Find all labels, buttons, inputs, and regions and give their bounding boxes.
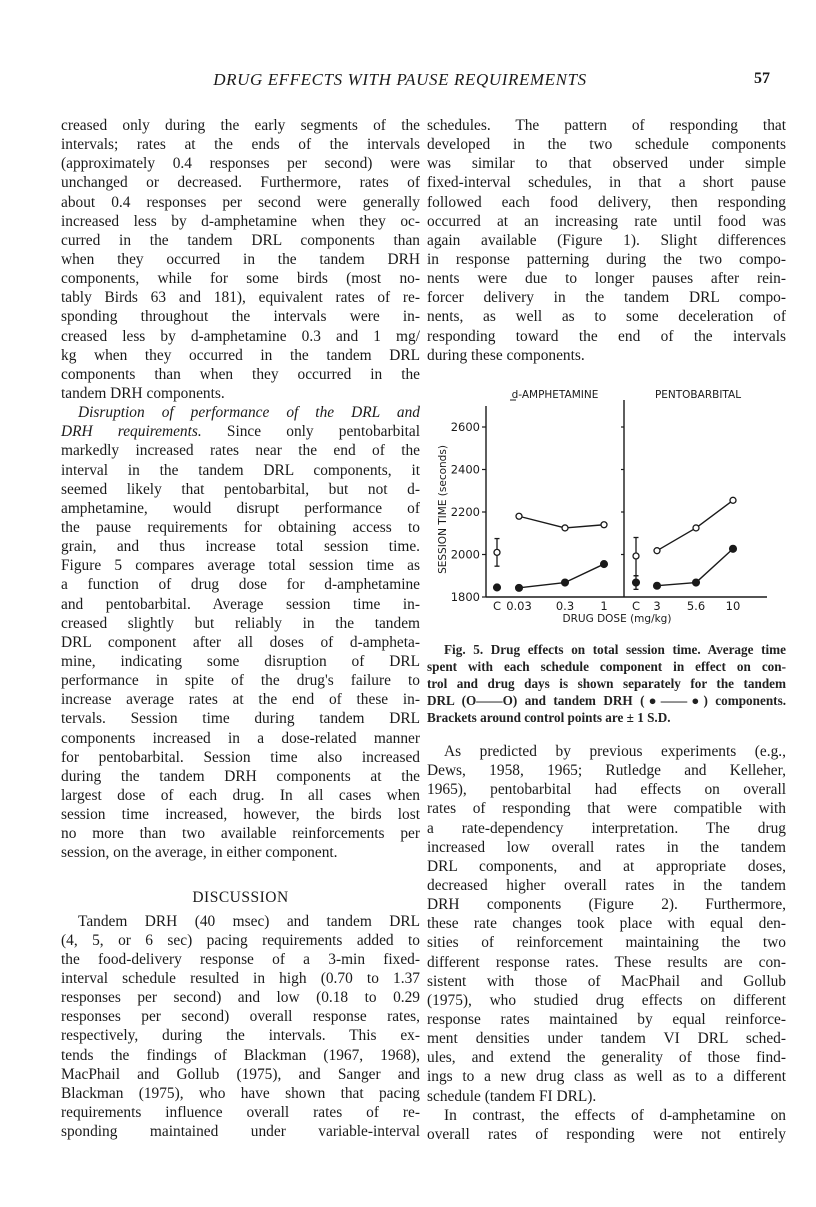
text-line: DRH components (Figure 2). Furthermore, xyxy=(427,896,786,914)
text-line: DRL components, and at appropriate doses, xyxy=(427,857,786,875)
text-line: followed each food delivery, then responding xyxy=(427,193,786,211)
text-line: Dews, 1958, 1965; Rutledge and Kelleher, xyxy=(427,762,786,780)
text-line: during these components. xyxy=(427,346,585,364)
series-segment xyxy=(657,583,696,586)
panel-title: d-AMPHETAMINE xyxy=(511,389,599,401)
paragraph-disruption xyxy=(61,403,420,862)
drl-point xyxy=(494,549,500,555)
text-line: these rate changes took place with equal den- xyxy=(427,915,786,933)
text-line: the food-delivery response of a 3-min fixed- xyxy=(61,950,420,968)
text-line: trol and drug days is shown separately for the tandem xyxy=(427,675,786,691)
text-line: mine, indicating some disruption of DRL xyxy=(61,652,420,670)
text-line: tervals. Session time during tandem DRL xyxy=(61,710,420,728)
text-line: grain, and thus increase total session time. xyxy=(61,538,420,556)
series-segment xyxy=(519,583,565,588)
text-line: (1975), who studied drug effects on different xyxy=(427,991,786,1009)
text-line: creased slightly but reliably in the tandem xyxy=(61,614,420,632)
text-line: largest dose of each drug. In all cases when xyxy=(61,786,420,804)
paragraph-rate-effects xyxy=(61,116,420,403)
text-line: unchanged or decreased. Furthermore, rates of xyxy=(61,174,420,192)
italic-subheading: Disruption of performance of the DRL and xyxy=(78,404,420,422)
text-line: was similar to that observed under simple xyxy=(427,155,786,173)
drh-point xyxy=(654,582,661,589)
x-tick-label: C xyxy=(631,599,641,613)
text-line: for pentobarbital. Session time also increased xyxy=(61,748,420,766)
paragraph-amphetamine xyxy=(427,1106,786,1144)
drl-point xyxy=(633,553,639,559)
drh-point xyxy=(601,561,608,568)
text-line: session, on the average, in either component. xyxy=(61,844,338,862)
text-line: spent with each schedule component in effect on con- xyxy=(427,658,786,674)
text-line: session time increased, however, the birds lost xyxy=(61,806,420,824)
drl-point xyxy=(601,522,607,528)
paragraph-discussion xyxy=(61,912,420,1142)
text-line: forcer delivery in the tandem DRL compo- xyxy=(427,289,786,307)
y-tick-label: 2200 xyxy=(450,505,480,519)
text-line: creased only during the early segments of the xyxy=(61,117,420,134)
left-column xyxy=(61,116,420,1141)
paragraph-disruption-body xyxy=(61,441,420,862)
x-tick-label: 10 xyxy=(725,599,741,613)
text-line: amphetamine, would disrupt performance of xyxy=(61,499,420,517)
text-line: As predicted by previous experiments (e.g., xyxy=(444,743,786,760)
page-number: 57 xyxy=(754,70,770,87)
text-line: and pentobarbital. Average session time in- xyxy=(61,595,420,613)
text-line: different response rates. These results are con- xyxy=(427,953,786,971)
x-tick-label: 5.6 xyxy=(686,599,706,613)
series-segment xyxy=(519,516,565,528)
x-tick-label: 0.03 xyxy=(506,599,532,613)
text-line: interval in the tandem DRL components, it xyxy=(61,461,420,479)
text-line: sities of reinforcement maintaining the two xyxy=(427,934,786,952)
right-column-continued xyxy=(427,742,786,1144)
y-tick-label: 2000 xyxy=(450,547,480,562)
running-title: DRUG EFFECTS WITH PAUSE REQUIREMENTS xyxy=(213,70,587,89)
text-line: components than when they occurred in the xyxy=(61,365,420,383)
text-line: (approximately 0.4 responses per second) were xyxy=(61,155,420,173)
text-line: in response patterning during the two compo- xyxy=(427,250,786,268)
drh-point xyxy=(693,579,700,586)
text-line: markedly increased rates near the end of the xyxy=(61,442,420,460)
text-line: ings to a new drug class as well as to a different xyxy=(427,1068,786,1086)
text-line: Fig. 5. Drug effects on total session time. Average time xyxy=(444,642,786,657)
text-fragment: Since only pentobarbital xyxy=(201,423,420,441)
text-line: creased less by d-amphetamine 0.3 and 1 mg/ xyxy=(61,327,420,345)
series-segment xyxy=(696,500,733,528)
drh-point xyxy=(633,579,640,586)
text-line xyxy=(61,403,420,422)
text-line: ules, and extend the generality of those find- xyxy=(427,1049,786,1067)
session-time-chart xyxy=(427,370,786,640)
text-line: response rates maintained by equal reinforce- xyxy=(427,1010,786,1028)
text-line: responding toward the end of the intervals xyxy=(427,327,786,345)
text-line: seemed likely that pentobarbital, but not d- xyxy=(61,480,420,498)
drh-point xyxy=(494,584,501,591)
text-line: performance in spite of the drug's failure to xyxy=(61,672,420,690)
text-line: sistent with those of MacPhail and Gollub xyxy=(427,972,786,990)
drl-point xyxy=(693,525,699,531)
text-line: nents were due to longer pauses after rein- xyxy=(427,270,786,288)
paragraph-patterning xyxy=(427,116,786,365)
text-line: when they occurred in the tandem DRH xyxy=(61,250,420,268)
text-line: increased low overall rates in the tandem xyxy=(427,838,786,856)
text-line: a rate-dependency interpretation. The drug xyxy=(427,819,786,837)
text-line: tably Birds 63 and 181), equivalent rates of re- xyxy=(61,289,420,307)
drh-point xyxy=(562,579,569,586)
text-line: Brackets around control points are ± 1 S.D. xyxy=(427,709,671,725)
text-line: increased less by d-amphetamine when they oc- xyxy=(61,212,420,230)
figure-caption xyxy=(427,642,786,727)
drl-point xyxy=(562,525,568,531)
text-line: responses per second) overall response rates, xyxy=(61,1008,420,1026)
text-line: respectively, during the intervals. This ex- xyxy=(61,1027,420,1045)
text-line: sponding maintained under variable-interval xyxy=(61,1123,420,1141)
right-column xyxy=(427,116,786,365)
series-segment xyxy=(657,528,696,551)
y-tick-label: 2400 xyxy=(450,462,480,477)
text-line: sponding throughout the intervals were in- xyxy=(61,308,420,326)
text-line: no more than two available reinforcements per xyxy=(61,825,420,843)
x-tick-label: 1 xyxy=(600,599,608,613)
text-line: Tandem DRH (40 msec) and tandem DRL xyxy=(78,912,420,930)
text-line: responses per second) and low (0.18 to 0.29 xyxy=(61,989,420,1007)
text-line: increase average rates at the end of these in- xyxy=(61,691,420,709)
text-line: Figure 5 compares average total session time as xyxy=(61,557,420,575)
text-line: (4, 5, or 6 sec) pacing requirements added to xyxy=(61,931,420,949)
text-line: fixed-interval schedules, in that a short pause xyxy=(427,174,786,192)
text-line: tends the findings of Blackman (1967, 1968), xyxy=(61,1046,420,1064)
text-line: requirements influence overall rates of re- xyxy=(61,1104,420,1122)
text-line: the pause requirements for obtaining access to xyxy=(61,518,420,536)
text-line: ment densities under tandem VI DRL sched- xyxy=(427,1030,786,1048)
text-line: during the tandem DRH components at the xyxy=(61,767,420,785)
drl-point xyxy=(516,513,522,519)
x-tick-label: 3 xyxy=(653,599,661,613)
text-line: curred in the tandem DRL components than xyxy=(61,231,420,249)
drl-point xyxy=(654,548,660,554)
text-line: 1965), pentobarbital had effects on overall xyxy=(427,781,786,799)
text-line: occurred at an increasing rate until food was xyxy=(427,212,786,230)
x-axis-label: DRUG DOSE (mg/kg) xyxy=(562,613,672,625)
page-header xyxy=(0,70,816,94)
y-tick-label: 2600 xyxy=(450,420,480,434)
series-segment xyxy=(696,549,733,583)
text-line: components, while for some birds (most no- xyxy=(61,270,420,288)
x-tick-label: 0.3 xyxy=(555,599,575,613)
drh-point xyxy=(730,545,737,552)
text-line: components increased in a dose-related manner xyxy=(61,729,420,747)
text-line: kg when they occurred in the tandem DRL xyxy=(61,346,420,364)
y-axis-label: SESSION TIME (seconds) xyxy=(437,445,449,574)
text-line: tandem DRH components. xyxy=(61,384,225,402)
text-line: MacPhail and Gollub (1975), and Sanger and xyxy=(61,1065,420,1083)
text-line: a function of drug dose for d-amphetamine xyxy=(61,576,420,594)
italic-subheading-cont: DRH requirements. xyxy=(61,423,202,441)
text-line: schedule (tandem FI DRL). xyxy=(427,1087,597,1105)
text-line: developed in the two schedule components xyxy=(427,136,786,154)
x-tick-label: C xyxy=(492,599,502,613)
panel-title: PENTOBARBITAL xyxy=(654,389,742,401)
text-line: nents, as well as to some deceleration of xyxy=(427,308,786,326)
text-line: schedules. The pattern of responding that xyxy=(427,117,786,134)
series-segment xyxy=(565,525,604,528)
discussion-heading: DISCUSSION xyxy=(192,889,289,907)
y-tick-label: 1800 xyxy=(450,590,480,604)
paragraph-pentobarbital xyxy=(427,742,786,1106)
text-line: again available (Figure 1). Slight differences xyxy=(427,231,786,249)
text-line: intervals; rates at the ends of the intervals xyxy=(61,136,420,154)
text-line xyxy=(61,422,420,441)
figure-5 xyxy=(427,370,786,640)
text-line: In contrast, the effects of d-amphetamine on xyxy=(444,1106,786,1124)
text-line: overall rates of responding were not entirely xyxy=(427,1125,786,1143)
text-line: DRL component after all doses of d-ampheta- xyxy=(61,633,420,651)
drl-point xyxy=(730,497,736,503)
text-line: about 0.4 responses per second were generally xyxy=(61,193,420,211)
text-line: Blackman (1975), who have shown that pacing xyxy=(61,1084,420,1102)
text-line: rates of responding that were compatible with xyxy=(427,800,786,818)
series-segment xyxy=(565,564,604,582)
text-line: interval schedule resulted in high (0.70 to 1.37 xyxy=(61,970,420,988)
text-line: decreased higher overall rates in the tandem xyxy=(427,876,786,894)
text-line: DRL (O——O) and tandem DRH (●——●) components. xyxy=(427,692,786,708)
drh-point xyxy=(516,584,523,591)
